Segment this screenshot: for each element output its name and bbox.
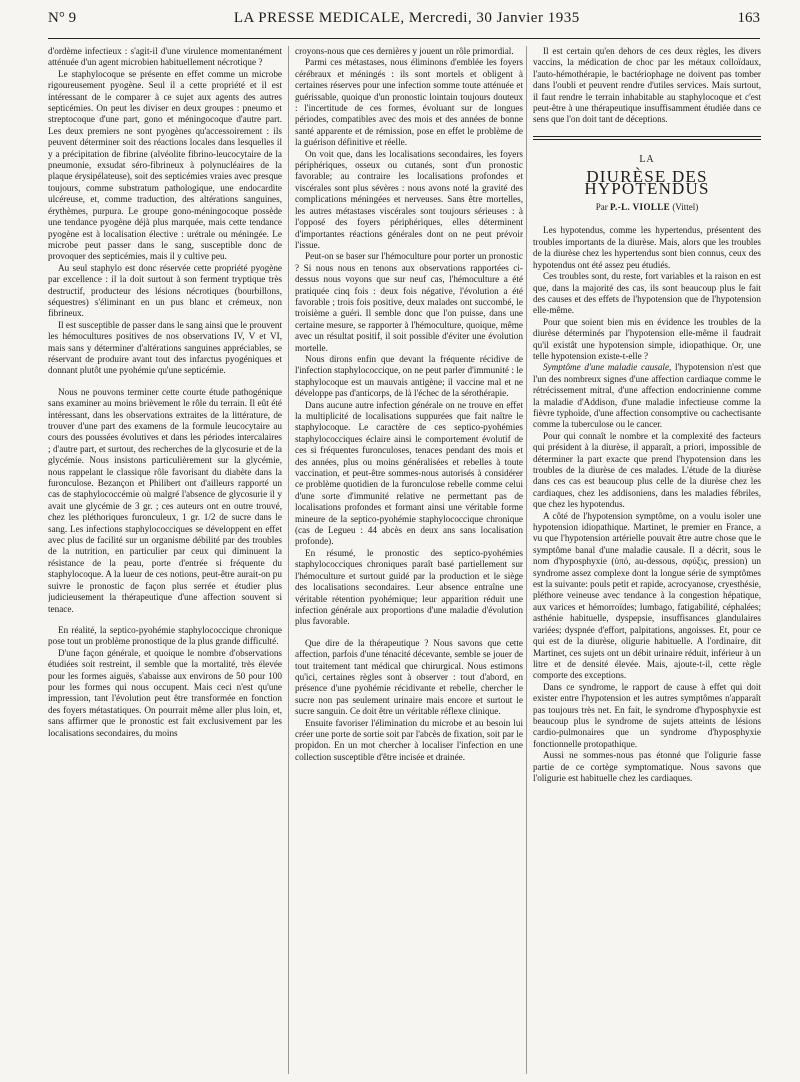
article-byline [533, 202, 761, 213]
paragraph: Que dire de la thérapeutique ? Nous savons que cette affection, parfois d'une ténacité décevante, semble se jouer de tout traitement tant médical que chirurgical. Nous estimons qu'ici, certaines règles sont à observer : tout d'abord, en présence d'une pyohémie récidivante et rebelle, chercher le sucre non pas seulement urinaire mais encore et surtout le sucre sanguin. Ce doit être un véritable réflexe clinique. [295, 637, 523, 717]
journal-page [48, 10, 760, 1076]
emphasis: Symptôme d'une maladie causale, [543, 362, 672, 373]
paragraph: croyons-nous que ces dernières y jouent un rôle primordial. [295, 46, 514, 56]
paragraph: Les hypotendus, comme les hypertendus, présentent des troubles importants de la diurèse. Mais, alors que les troubles de la diurèse chez les hypertendus sont bien connus, ceux des hypotendus ont été assez peu étudiés. [533, 225, 761, 270]
paragraph: Aussi ne sommes-nous pas étonné que l'oligurie fasse partie de ce cortège symptomatique. Nous savons que l'oligurie est habituelle chez les cardiaques. [533, 750, 761, 783]
paragraph: d'ordème infectieux : s'agit-il d'une virulence momentanément atténuée d'un agent microbien habituellement nécrotique ? [48, 46, 282, 68]
page-number: 163 [737, 10, 760, 26]
paragraph: En réalité, la septico-pyohémie staphylococcique chronique pose tout un problème pronostique de la plus grande difficulté. [48, 624, 282, 647]
paragraph: Au seul staphylo est donc réservée cette propriété pyogène par excellence : il la doit surtout à son ferment tryptique très destructif, producteur des lésions nécrotiques (bourbillons, séquestres) s'éliminant en un pus blanc et crémeux, non fibrineux. [48, 262, 282, 319]
paragraph: En résumé, le pronostic des septico-pyohémies staphylococciques chroniques paraît basé partiellement sur l'hémoculture et surtout guidé par la production et le siège des localisations secondaires. Leur absence entraîne une véritable rétention pyohémique; leur apparition réduit une infection générale aux proportions d'une maladie d'évolution plus favorable. [295, 547, 523, 627]
paragraph: Dans ce syndrome, le rapport de cause à effet qui doit exister entre l'hypotension et les autres symptômes n'apparaît pas toujours très net. En fait, le syndrome d'hyposphyxie est beaucoup plus le syndrome de sujets atteints de lésions cardio-pulmonaires que un syndrome d'hyposphyxie fonctionnelle protopathique. [533, 681, 761, 749]
paragraph: Pour qui connaît le nombre et la complexité des facteurs qui président à la diurèse, il apparaît, a priori, impossible de déterminer la part exacte que prend l'hypotension dans les troubles de la diurèse de ces malades. L'étude de la diurèse dans ces cas est beaucoup plus celle de la diurèse chez les cardiaques, chez les addisoniens, dans les maladies fébriles, que chez les hypotendus. [533, 430, 761, 510]
author-location: (Vittel) [672, 202, 699, 213]
author-name: P.-L. VIOLLE [609, 202, 671, 213]
paragraph: Nous ne pouvons terminer cette courte étude pathogénique sans examiner au moins brièvement le rôle du terrain. Il eût été intéressant, dans les observations extraites de la littérature, de trouver d'une part des examens de la formule leucocytaire au cours des poussées évolutives et dans les périodes intercalaires ; d'autre part, et surtout, des recherches de la glycosurie et de la glycémie. Nous insistons particulièrement sur la glycémie, nous rappelant le classique rôle favorisant du diabète dans la furonculose. Bezançon et Philibert ont d'ailleurs rapporté un cas de staphylococcémie où malgré l'absence de glycosurie il y avait une glycémie de 3 gr. ; ces auteurs ont en outre trouvé, chez les pléthoriques furonculeux, 1 gr. 1/2 de sucre dans le sang. Les infections staphylococciques se développent en effet avec plus de facilité sur un organisme débilité par des troubles de la nutrition, en particulier par ceux qui diminuent la résistance de la peau, porte d'entrée si fréquente du staphylocoque. A la lueur de ces notions, peut-être aurait-on pu suivre le pronostic de façon plus serrée et étudier plus judicieusement la thérapeutique d'une affection souvent si tenace. [48, 386, 282, 614]
paragraph: Il est susceptible de passer dans le sang ainsi que le prouvent les hémocultures positives de nos observations IV, V et VI, mais sans y déterminer d'altérations sanguines appréciables, se réservant de produire avant tout des infarctus pyogéniques et donnant plutôt une pyohémie qu'une septicémie. [48, 319, 282, 376]
paragraph: Ensuite favoriser l'élimination du microbe et au besoin lui créer une porte de sortie soit par l'abcès de fixation, soit par le propidon. En un mot chercher à localiser l'infection en une collection susceptible d'être incisée et drainée. [295, 717, 523, 762]
issue-number: N° 9 [48, 10, 77, 26]
column-right [526, 46, 761, 1074]
article-kicker: LA [639, 153, 655, 165]
column-left [48, 46, 282, 1074]
paragraph [533, 362, 761, 430]
paragraph: Dans aucune autre infection générale on ne trouve en effet la multiplicité de localisations suppurées que fait naître le staphylocoque. Le caractère de ces septico-pyohémies staphylococciques éclaire ainsi le comportement évolutif de ces si fréquentes furonculoses, tenaces pendant des mois et des années, plus ou moins généralisées et rebelles à toute vaccination, et peut-être sommes-nous autorisés à considérer ce problème quotidien de la furonculose rebelle comme celui d'une sorte d'immunité relative ne permettant pas de localisations profondes et formant ainsi une véritable forme mineure de la septico-pyohémie staphylococcique chronique (cas de Legueu : 44 abcès en deux ans sans localisation profonde). [295, 399, 523, 547]
text-columns [48, 46, 760, 1074]
paragraph: Nous dirons enfin que devant la fréquente récidive de l'infection staphylococcique, on ne peut parler d'immunité : le staphylocoque est un mauvais antigène; il vaccine mal et ne développe pas d'anticorps, de là l'échec de la sérothérapie. [295, 353, 523, 399]
paragraph: Peut-on se baser sur l'hémoculture pour porter un pronostic ? Si nous nous en tenons aux observations rapportées ci-dessus nous voyons que sur neuf cas, l'hémoculture a été pratiquée cinq fois : deux fois négative, l'évolution a été favorable ; trois fois positive, deux malades ont succombé, le troisième a guéri. Il semble donc que l'on puisse, dans une certaine mesure, se rapporter à l'hémoculture, quoique, même avec un résultat positif, il soit possible d'éviter une évolution mortelle. [295, 251, 523, 353]
section-divider [533, 136, 761, 140]
paragraph-text: l'hypotension n'est que l'un des nombreux signes d'une affection cardiaque comme le rétrécissement mitral, d'une affection endocrinienne comme la maladie d'Addison, d'une maladie infectieuse comme la fièvre typhoïde, d'une affection consomptive ou cachectisante comme la tuberculose ou le cancer. [533, 362, 761, 430]
paragraph: Il est certain qu'en dehors de ces deux règles, les divers vaccins, la médication de choc par les métaux colloïdaux, l'auto-hémothérapie, le bactériophage ne doivent pas tomber dans l'oubli et peuvent rendre d'utiles services. Mais surtout, il faut rendre le terrain inhabitable au staphylocoque et c'est peut-être à une thérapeutique insuffisamment étudiée dans ce sens que l'on doit tant de déceptions. [533, 46, 761, 125]
journal-title-date: LA PRESSE MEDICALE, Mercredi, 30 Janvier 1935 [233, 10, 580, 26]
paragraph: On voit que, dans les localisations secondaires, les foyers périphériques, osseux ou cutanés, sont d'un pronostic favorable; au contraire les localisations profondes et viscérales sont plus sévères : nous avons noté la gravité des complications méningées et nerveuses. Sans être mortelles, les autres métastases viscérales sont toujours sérieuses : à l'opposé des foyers périphériques, elles déterminent d'importantes réactions générales dont on ne peut prévoir l'issue. [295, 148, 523, 250]
paragraph: Ces troubles sont, du reste, fort variables et la raison en est que, dans la majorité des cas, ils sont beaucoup plus le fait des causes et des effets de l'hypotension que de l'hypotension elle-même. [533, 271, 761, 316]
article-title: DIURÈSE DES HYPOTENDUS [584, 167, 710, 198]
running-head [48, 10, 760, 39]
paragraph: Le staphylocoque se présente en effet comme un microbe rigoureusement pyogène. Seul il a cette propriété et il est intéressant de le comparer à ce sujet aux agents des autres septicémies. On peut les diviser en deux groupes : pneumo et streptocoque d'une part, gono et méningocoque d'autre part. Les deux premiers ne sont pyogènes qu'accessoirement : ils peuvent déterminer soit des réactions locales dans lesquelles il y a précipitation de fibrine (alvéolite fibrino-leucocytaire de la pneumonie, exsudat séro-fibrineux à polynucléaires de la plaque érysipélateuse), soit des septicémies vraies avec presque toujours, comme substratum pathologique, une endocardite ulcéreuse, et, comme traduction, des altérations sanguines, érythèmes, purpura. Le groupe gono-méningocoque possède une tendance pyogène déjà plus marquée, mais cette tendance pyogène est à localisation élective : urétrale ou méningée. Le microbe peut passer dans le sang, susceptible donc de provoquer des septicémies, mais il y cultive peu. [48, 68, 282, 262]
paragraph: Parmi ces métastases, nous éliminons d'emblée les foyers cérébraux et méningés : ils sont mortels et obligent à certaines réserves pour une infection somme toute atténuée et guérissable, quoique d'un pronostic lointain toujours douteux : l'incertitude de ces formes, évoluant sur de longues périodes, compatibles avec des mois et des années de bonne santé apparente et de rémission, pose en effet le problème de la guérison définitive et réelle. [295, 57, 523, 148]
paragraph: Pour que soient bien mis en évidence les troubles de la diurèse déterminés par l'hypotension elle-même il faudrait qu'il existât une hypotension simple, idiopathique. Or, une telle hypotension existe-t-elle ? [533, 316, 761, 361]
column-middle [288, 46, 523, 1074]
paragraph: D'une façon générale, et quoique le nombre d'observations étudiées soit restreint, il semble que la mortalité, très élevée pour les formes aiguës, s'abaisse aux environs de 50 pour 100 pour les formes qui nous occupent. Mais ceci n'est qu'une impression, tant l'évolution peut être transformée en fonction des foyers métastatiques. On pourrait même aller plus loin, et, sans affirmer que le pronostic est fait exclusivement par les localisations secondaires, du moins [48, 647, 282, 738]
byline-prefix: Par [595, 202, 608, 213]
paragraph: A côté de l'hypotension symptôme, on a voulu isoler une hypotension idiopathique. Martinet, le premier en France, a vu que l'hypotension artérielle pouvait être autre chose que le symptôme banal d'une maladie causale. Il a décrit, sous le nom d'hyposphyxie (ὑπό, au-dessous, σφύξις, pression) un syndrome assez complexe dont la longue série de symptômes est la suivante: pouls petit et rapide, acrocyanose, cryesthésie, pléthore veineuse avec tendance à la congestion hépatique, aux varices et hémorroïdes; lumbago, fatigabilité, céphalées; asthénie habituelle, dyspepsie, insuffisances glandulaires variées; dyspnée d'effort, palpitations, angoisses. Et, pour ce qui est de la diurèse, oligurie habituelle. A l'ordinaire, dit Martinet, ces sujets ont un débit urinaire réduit, inférieur à un litre et de densité élevée. Mais, ajoute-t-il, cette règle comporte des exceptions. [533, 510, 761, 681]
